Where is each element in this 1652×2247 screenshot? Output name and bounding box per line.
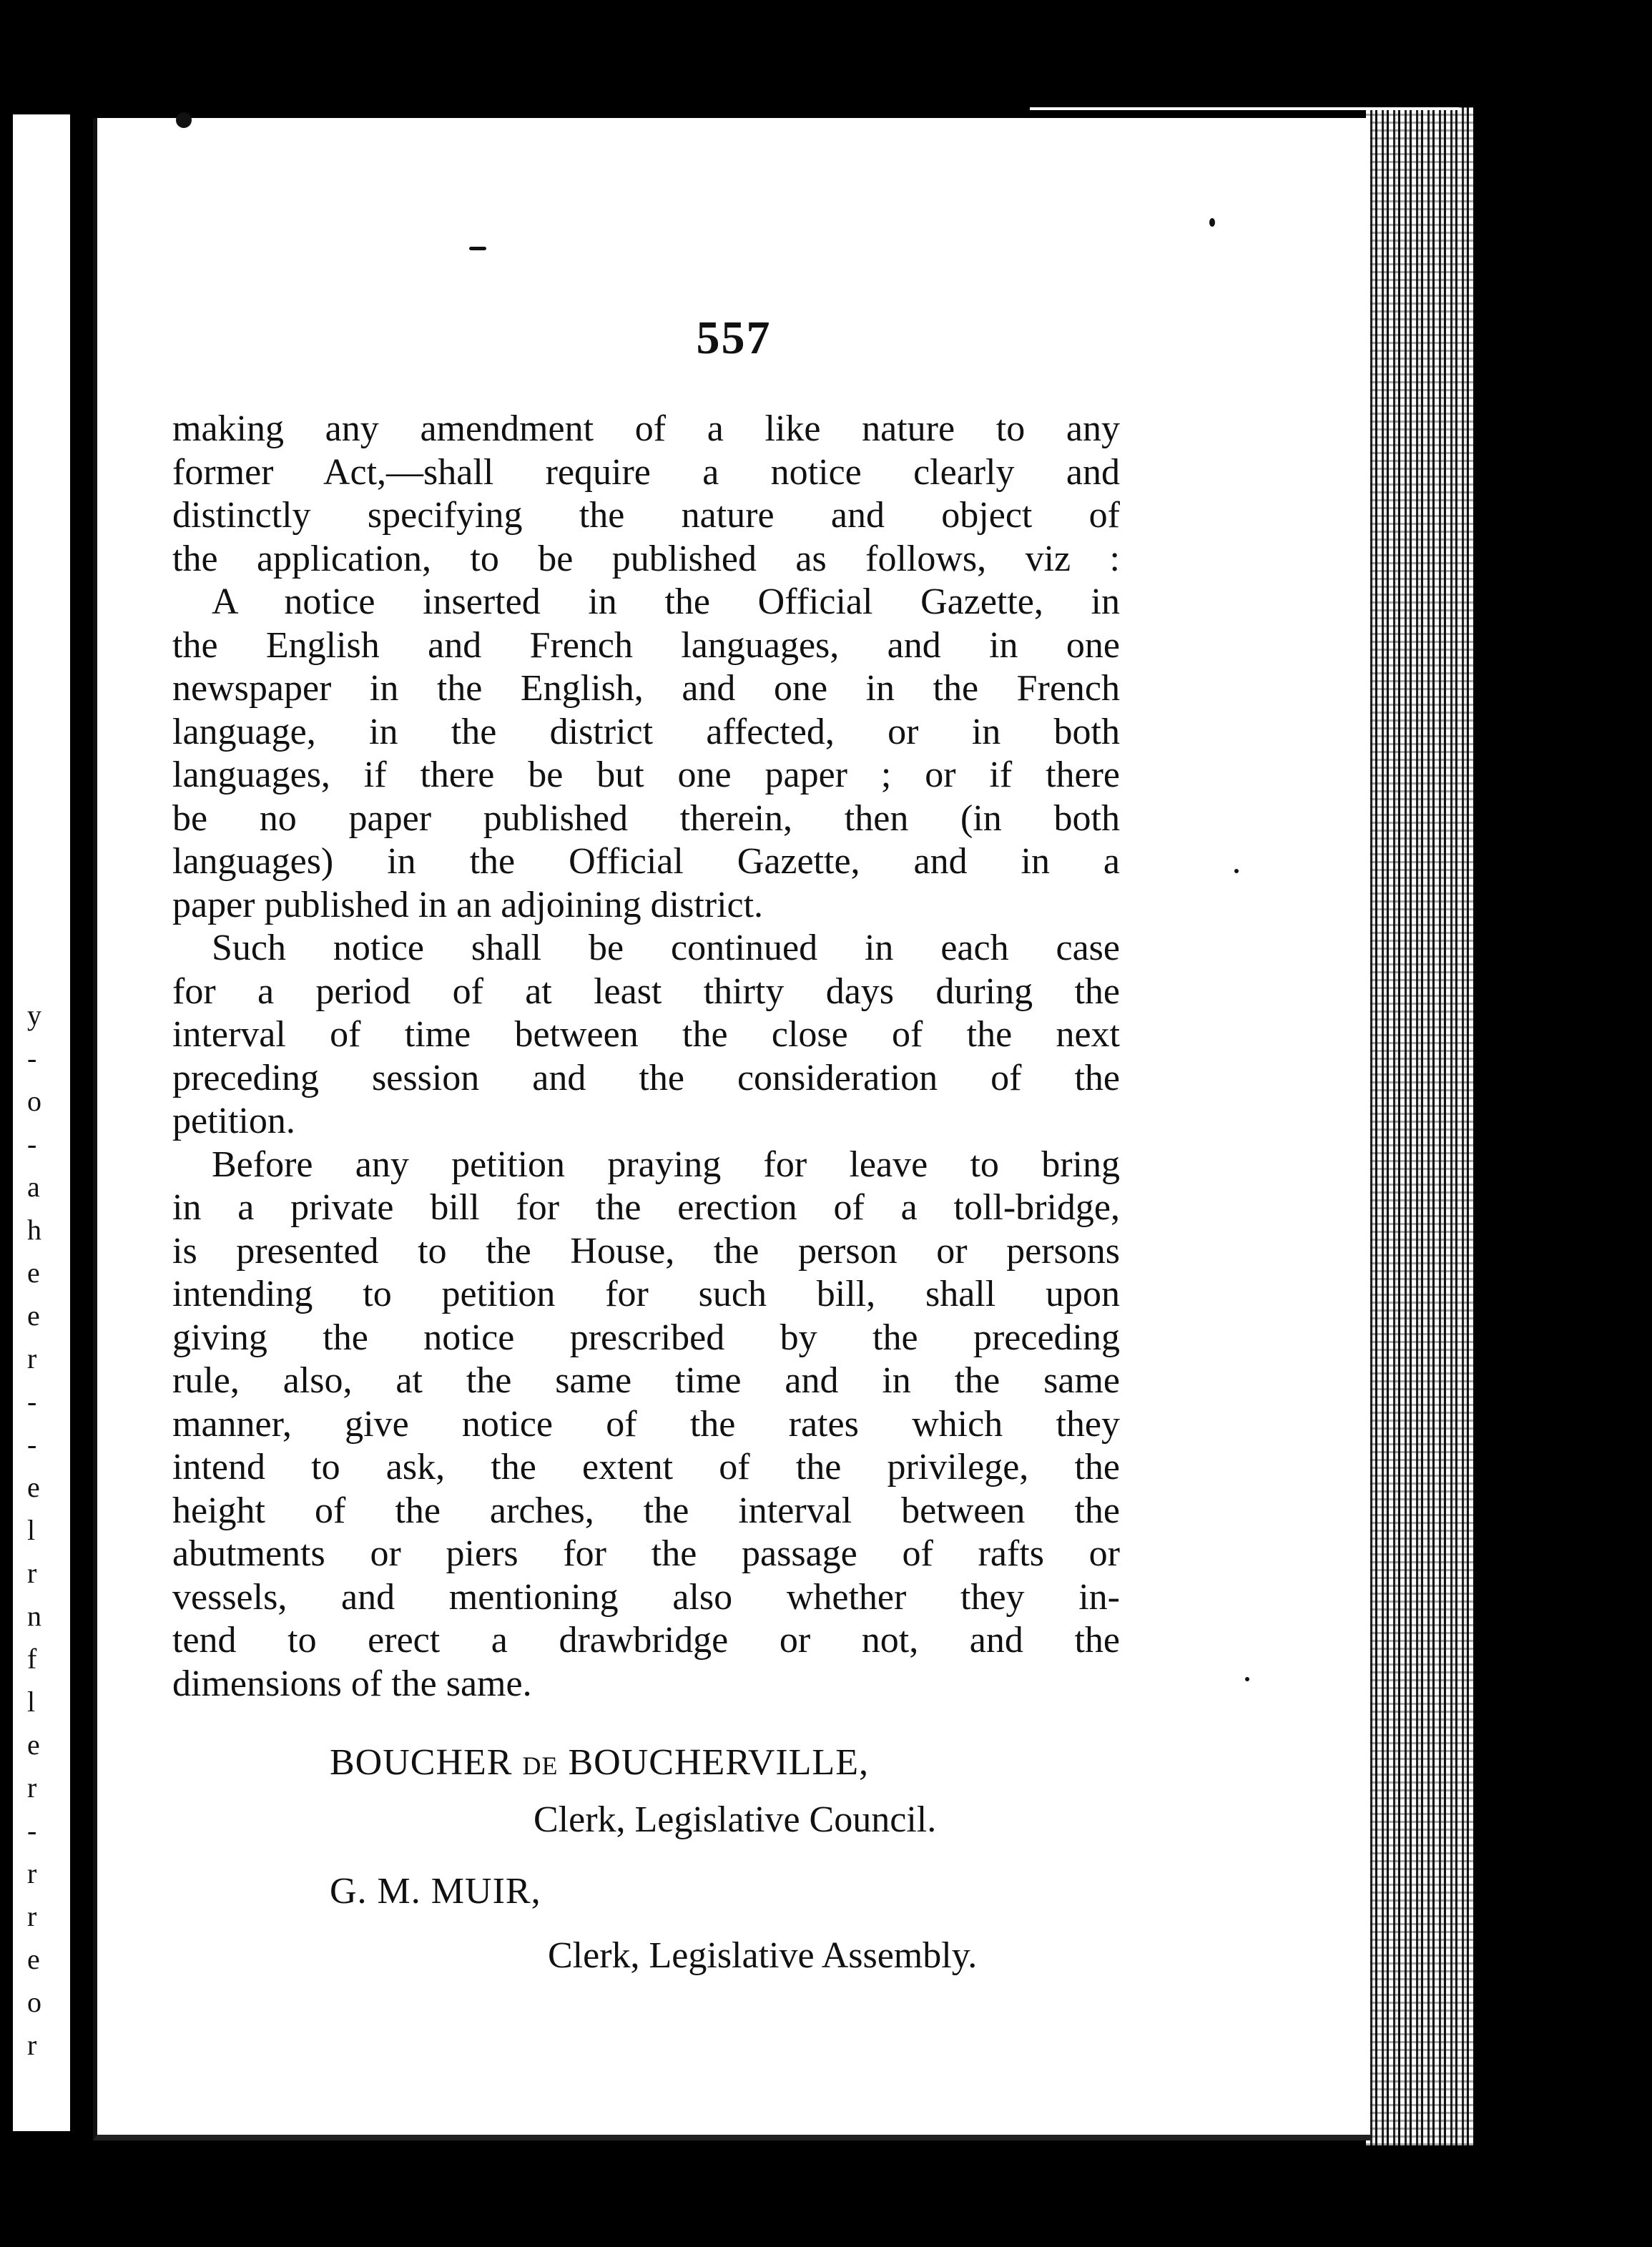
previous-page-fragment: r <box>27 1771 37 1804</box>
previous-page-fragment: l <box>27 1686 36 1718</box>
page-number: 557 <box>696 312 772 364</box>
text-line: languages, if there be but one paper ; or if there <box>172 754 1120 795</box>
text-line: is presented to the House, the person or persons <box>172 1230 1120 1272</box>
text-line: abutments or piers for the passage of rafts or <box>172 1533 1120 1574</box>
previous-page-fragment: y <box>27 999 41 1031</box>
previous-page-fragment: o <box>27 1986 41 2018</box>
text-line: the application, to be published as follows, viz : <box>172 538 1120 579</box>
signature-name-part: BOUCHER <box>330 1742 513 1783</box>
ink-speck <box>1245 1677 1249 1681</box>
text-line: paper published in an adjoining district. <box>172 884 764 925</box>
previous-page-fragment: r <box>27 1900 37 1932</box>
previous-page-fragment: - <box>27 1128 37 1160</box>
previous-page-fragment: - <box>27 1042 37 1074</box>
text-line: making any amendment of a like nature to any <box>172 408 1120 449</box>
book-page-edges <box>1366 107 1473 2145</box>
text-line: interval of time between the close of the next <box>172 1014 1120 1055</box>
signature-assembly-title: Clerk, Legislative Assembly. <box>548 1935 978 1976</box>
text-line: manner, give notice of the rates which they <box>172 1403 1120 1445</box>
previous-page-fragment: a <box>27 1171 40 1203</box>
text-line: Such notice shall be continued in each case <box>212 928 1120 968</box>
previous-page-fragment: f <box>27 1643 37 1675</box>
ink-speck <box>176 112 192 128</box>
text-line: newspaper in the English, and one in the French <box>172 668 1120 709</box>
previous-page-fragment: e <box>27 1471 40 1503</box>
text-line: in a private bill for the erection of a toll-bridge, <box>172 1187 1120 1228</box>
text-line: rule, also, at the same time and in the same <box>172 1360 1120 1401</box>
body-text <box>172 408 1120 1706</box>
previous-page-fragment: o <box>27 1085 41 1117</box>
text-line: petition. <box>172 1101 295 1141</box>
previous-page-fragment: e <box>27 1299 40 1332</box>
text-line: language, in the district affected, or in both <box>172 711 1120 752</box>
previous-page-fragment: r <box>27 1857 37 1889</box>
text-line: height of the arches, the interval between the <box>172 1490 1120 1531</box>
text-line: be no paper published therein, then (in both <box>172 797 1120 839</box>
signature-council-title: Clerk, Legislative Council. <box>534 1799 937 1840</box>
signature-assembly-clerk: G. M. MUIR, <box>330 1871 541 1912</box>
previous-page-fragment: r <box>27 1342 37 1375</box>
signature-name-particle: DE <box>522 1751 559 1780</box>
text-line: vessels, and mentioning also whether they in- <box>172 1576 1120 1618</box>
previous-page-fragment: h <box>27 1214 41 1246</box>
previous-page-edge <box>13 114 70 2131</box>
previous-page-fragment: e <box>27 1943 40 1975</box>
text-line: tend to erect a drawbridge or not, and the <box>172 1620 1120 1661</box>
text-line: former Act,—shall require a notice clearly and <box>172 451 1120 493</box>
previous-page-fragment: e <box>27 1257 40 1289</box>
previous-page-fragment: r <box>27 1557 37 1589</box>
previous-page-fragment: e <box>27 1729 40 1761</box>
ink-speck <box>469 247 486 250</box>
previous-page-fragment: r <box>27 2029 37 2061</box>
signature-council-clerk <box>330 1741 869 1784</box>
book-page <box>93 118 1370 2140</box>
text-line: distinctly specifying the nature and object of <box>172 495 1120 536</box>
page-top-edge <box>1030 107 1459 110</box>
previous-page-fragment: l <box>27 1514 36 1546</box>
signature-name-part: BOUCHERVILLE, <box>568 1742 869 1783</box>
previous-page-fragment: - <box>27 1814 37 1847</box>
text-line: for a period of at least thirty days during the <box>172 970 1120 1012</box>
previous-page-fragment: n <box>27 1600 41 1632</box>
text-line: preceding session and the consideration of the <box>172 1057 1120 1098</box>
previous-page-fragments <box>27 994 99 2067</box>
ink-speck <box>1234 869 1239 873</box>
previous-page-fragment: - <box>27 1385 37 1417</box>
text-line: dimensions of the same. <box>172 1663 532 1704</box>
previous-page-fragment: - <box>27 1428 37 1460</box>
text-line: giving the notice prescribed by the preceding <box>172 1317 1120 1358</box>
text-line: languages) in the Official Gazette, and in a <box>172 841 1120 882</box>
ink-speck <box>1209 218 1215 227</box>
text-line: the English and French languages, and in one <box>172 624 1120 666</box>
text-line: intend to ask, the extent of the privilege, the <box>172 1447 1120 1488</box>
text-line: Before any petition praying for leave to bring <box>212 1144 1120 1185</box>
text-line: A notice inserted in the Official Gazette, in <box>212 581 1120 622</box>
text-line: intending to petition for such bill, shall upon <box>172 1274 1120 1314</box>
